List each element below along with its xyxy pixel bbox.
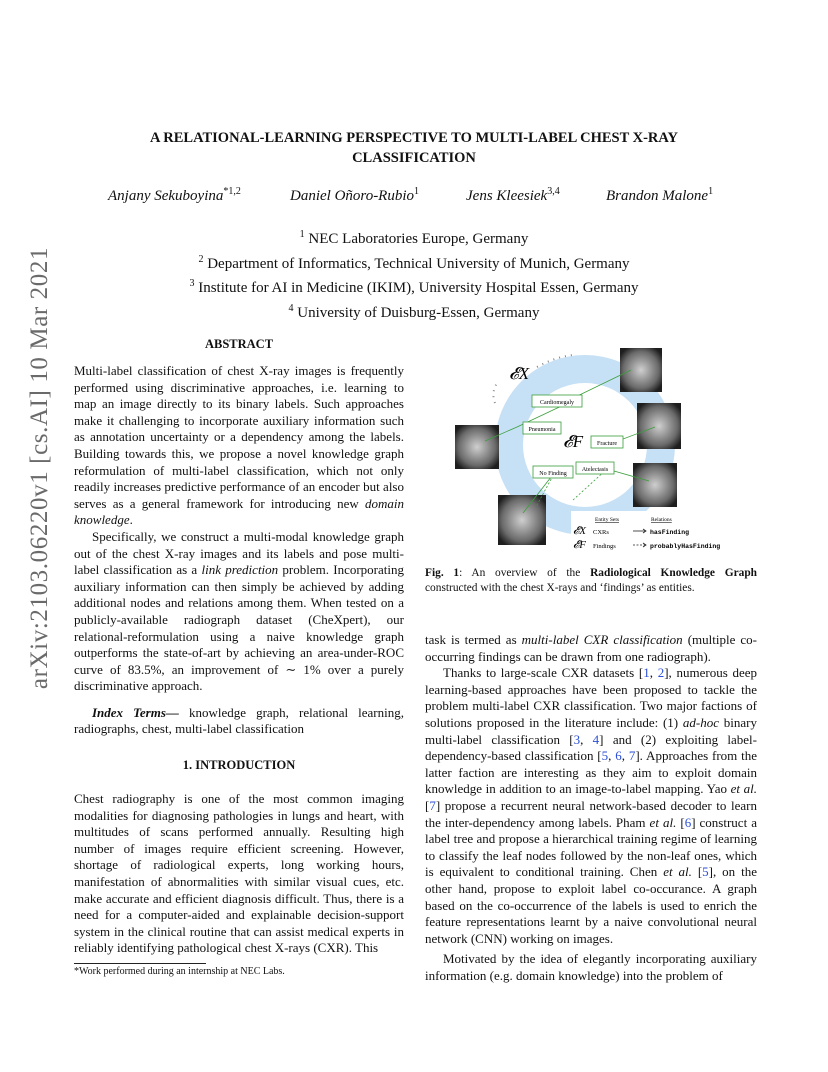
- arxiv-side-label: arXiv:2103.06220v1 [cs.AI] 10 Mar 2021: [26, 246, 53, 690]
- abstract-paragraph-1: Multi-label classification of chest X-ray images is frequently performed using discriminative approaches, i.e. learning to map an image directly to its binary labels. Such approaches make it challenging to incorporate auxiliary information such as annotation uncertainty or a dependency among the labels. Building towards this, we propose a novel knowledge graph reformulation of multi-label classification, which not only readily increases predictive performance of an encoder but also serves as a general framework for introducing new domain knowledge.: [74, 363, 404, 528]
- xray-thumbnail-5: [498, 495, 546, 545]
- paper-title: A RELATIONAL-LEARNING PERSPECTIVE TO MULTI-LABEL CHEST X-RAY CLASSIFICATION: [149, 130, 679, 166]
- footnote-rule: [74, 963, 206, 964]
- citation-link[interactable]: 7: [628, 748, 636, 764]
- legend-rel-hasfinding: hasFinding: [650, 529, 690, 536]
- knowledge-graph-figure: [455, 345, 755, 555]
- node-pneumonia: Pneumonia: [528, 427, 556, 433]
- legend-set-symbol-1: 𝓔X: [573, 525, 587, 537]
- affiliation-1: $^1$ NEC Laboratories Europe, Germany: [299, 229, 529, 247]
- node-fracture: Fracture: [597, 441, 617, 447]
- xray-thumbnail-1: [620, 348, 662, 392]
- node-no-finding: No Finding: [539, 471, 567, 477]
- legend-rel-probablyhasfinding: probablyHasFinding: [650, 543, 721, 550]
- footnote: *Work performed during an internship at NEC Labs.: [74, 966, 285, 977]
- right-paragraph-3: Motivated by the idea of elegantly incorporating auxiliary information (e.g. domain knowledge) into the problem of: [425, 951, 757, 983]
- citation-link[interactable]: 6: [684, 814, 692, 830]
- index-terms: Index Terms— knowledge graph, relational learning, radiographs, chest, multi-label classification: [74, 704, 404, 737]
- legend-set-symbol-2: 𝓔F: [573, 539, 587, 551]
- legend-relation-heading: Relations: [651, 517, 672, 523]
- xray-thumbnail-4: [455, 425, 499, 469]
- set-label-cxrs: 𝓔X: [509, 364, 530, 383]
- node-atelectasis: Atelectasis: [581, 467, 609, 473]
- author-1: Anjany Sekuboyina$^{*1,2}$: [108, 186, 241, 204]
- figure-1: [455, 345, 755, 555]
- citation-link[interactable]: 3: [573, 731, 581, 747]
- abstract-paragraph-2: Specifically, we construct a multi-modal knowledge graph out of the chest X-ray images and its labels and pose multi-label classification as a link prediction problem. Incorporating auxiliary information can then simply be achieved by adding additional nodes and relations among them. When tested on a publicly-available radiograph dataset (CheXpert), our relational-reformulation using a naive knowledge graph outperforms the state-of-art by achieving an area-under-ROC curve of 83.5%, an improvement of ∼ 1% over a purely discriminative approach.: [74, 528, 405, 694]
- right-paragraph-1: task is termed as multi-label CXR classification (multiple co-occurring findings can be drawn from one radiograph).: [425, 632, 757, 664]
- citation-link[interactable]: 5: [601, 748, 609, 764]
- citation-link[interactable]: 1: [643, 665, 650, 681]
- affiliations: [90, 225, 738, 323]
- citation-link[interactable]: 2: [657, 665, 665, 681]
- citation-link[interactable]: 7: [429, 797, 436, 813]
- affiliation-4: $^4$ University of Duisburg-Essen, Germany: [288, 302, 540, 321]
- citation-link[interactable]: 4: [592, 731, 600, 747]
- author-2: Daniel Oñoro-Rubio$^1$: [290, 186, 420, 204]
- legend-set-findings: Findings: [593, 543, 616, 550]
- set-label-findings: 𝓔F: [563, 432, 584, 451]
- node-cardiomegaly: Cardiomegaly: [540, 400, 574, 406]
- intro-body: [74, 791, 404, 957]
- right-paragraph-2: Thanks to large-scale CXR datasets [1, 2], numerous deep learning-based approaches have been proposed to tackle the problem multi-label CXR classification. Two major factions of solutions proposed in the literature include: (1) ad-hoc binary multi-label classification [3, 4] and (2) exploiting label-dependency-based classification [5, 6, 7]. Approaches from the latter faction are interesting as they aim to exploit domain knowledge in addition to an image-to-label mapping. Yao et al. [7] propose a recurrent neural network-based decoder to learn the inter-dependency among labels. Pham et al. [6] construct a label tree and propose a hierarchical training regime of learning to classify the leaf nodes followed by the non-leaf ones, which is equivalent to conditional training. Chen et al. [5], on the other hand, propose to exploit label co-occurance. A graph based on the co-occurrence of the labels is used to enrich the feature representations learnt by a naive convolutional neural network (CNN) working on images.: [425, 665, 758, 946]
- affiliation-2: $^2$ Department of Informatics, Technical University of Munich, Germany: [198, 253, 630, 272]
- legend-set-cxrs: CXRs: [593, 529, 609, 536]
- right-column-body: [425, 632, 757, 984]
- author-3: Jens Kleesiek$^{3,4}$: [466, 186, 560, 204]
- legend-entity-heading: Entity Sets: [595, 517, 619, 523]
- affiliation-3: $^3$ Institute for AI in Medicine (IKIM), University Hospital Essen, Germany: [189, 278, 639, 297]
- abstract-heading: ABSTRACT: [204, 337, 274, 351]
- intro-paragraph-1: Chest radiography is one of the most common imaging modalities for diagnosing pathologies in lungs and heart, with multitudes of scans performed annually. Resulting high number of images require efficient screening. However, shortage of radiological experts, long working hours, manifestation of abnormalities with similar visual cues, etc. make accurate and efficient diagnosis difficult. Thus, there is a need for a computer-aided and explainable decision-support system in the clinical routine that can assist medical experts in reliably identifying pathological chest X-rays (CXR). This: [74, 791, 404, 956]
- abstract-body: [74, 363, 404, 738]
- author-4: Brandon Malone$^1$: [606, 186, 714, 204]
- dotted-arc-left: [493, 383, 497, 403]
- citation-link[interactable]: 5: [702, 864, 709, 880]
- intro-heading: 1. INTRODUCTION: [182, 758, 296, 772]
- xray-thumbnail-2: [637, 403, 681, 449]
- figure-caption: Fig. 1: An overview of the Radiological Knowledge Graph constructed with the chest X-rays and ‘findings’ as entities.: [425, 567, 757, 594]
- citation-link[interactable]: 6: [615, 748, 622, 764]
- xray-thumbnail-3: [633, 463, 677, 507]
